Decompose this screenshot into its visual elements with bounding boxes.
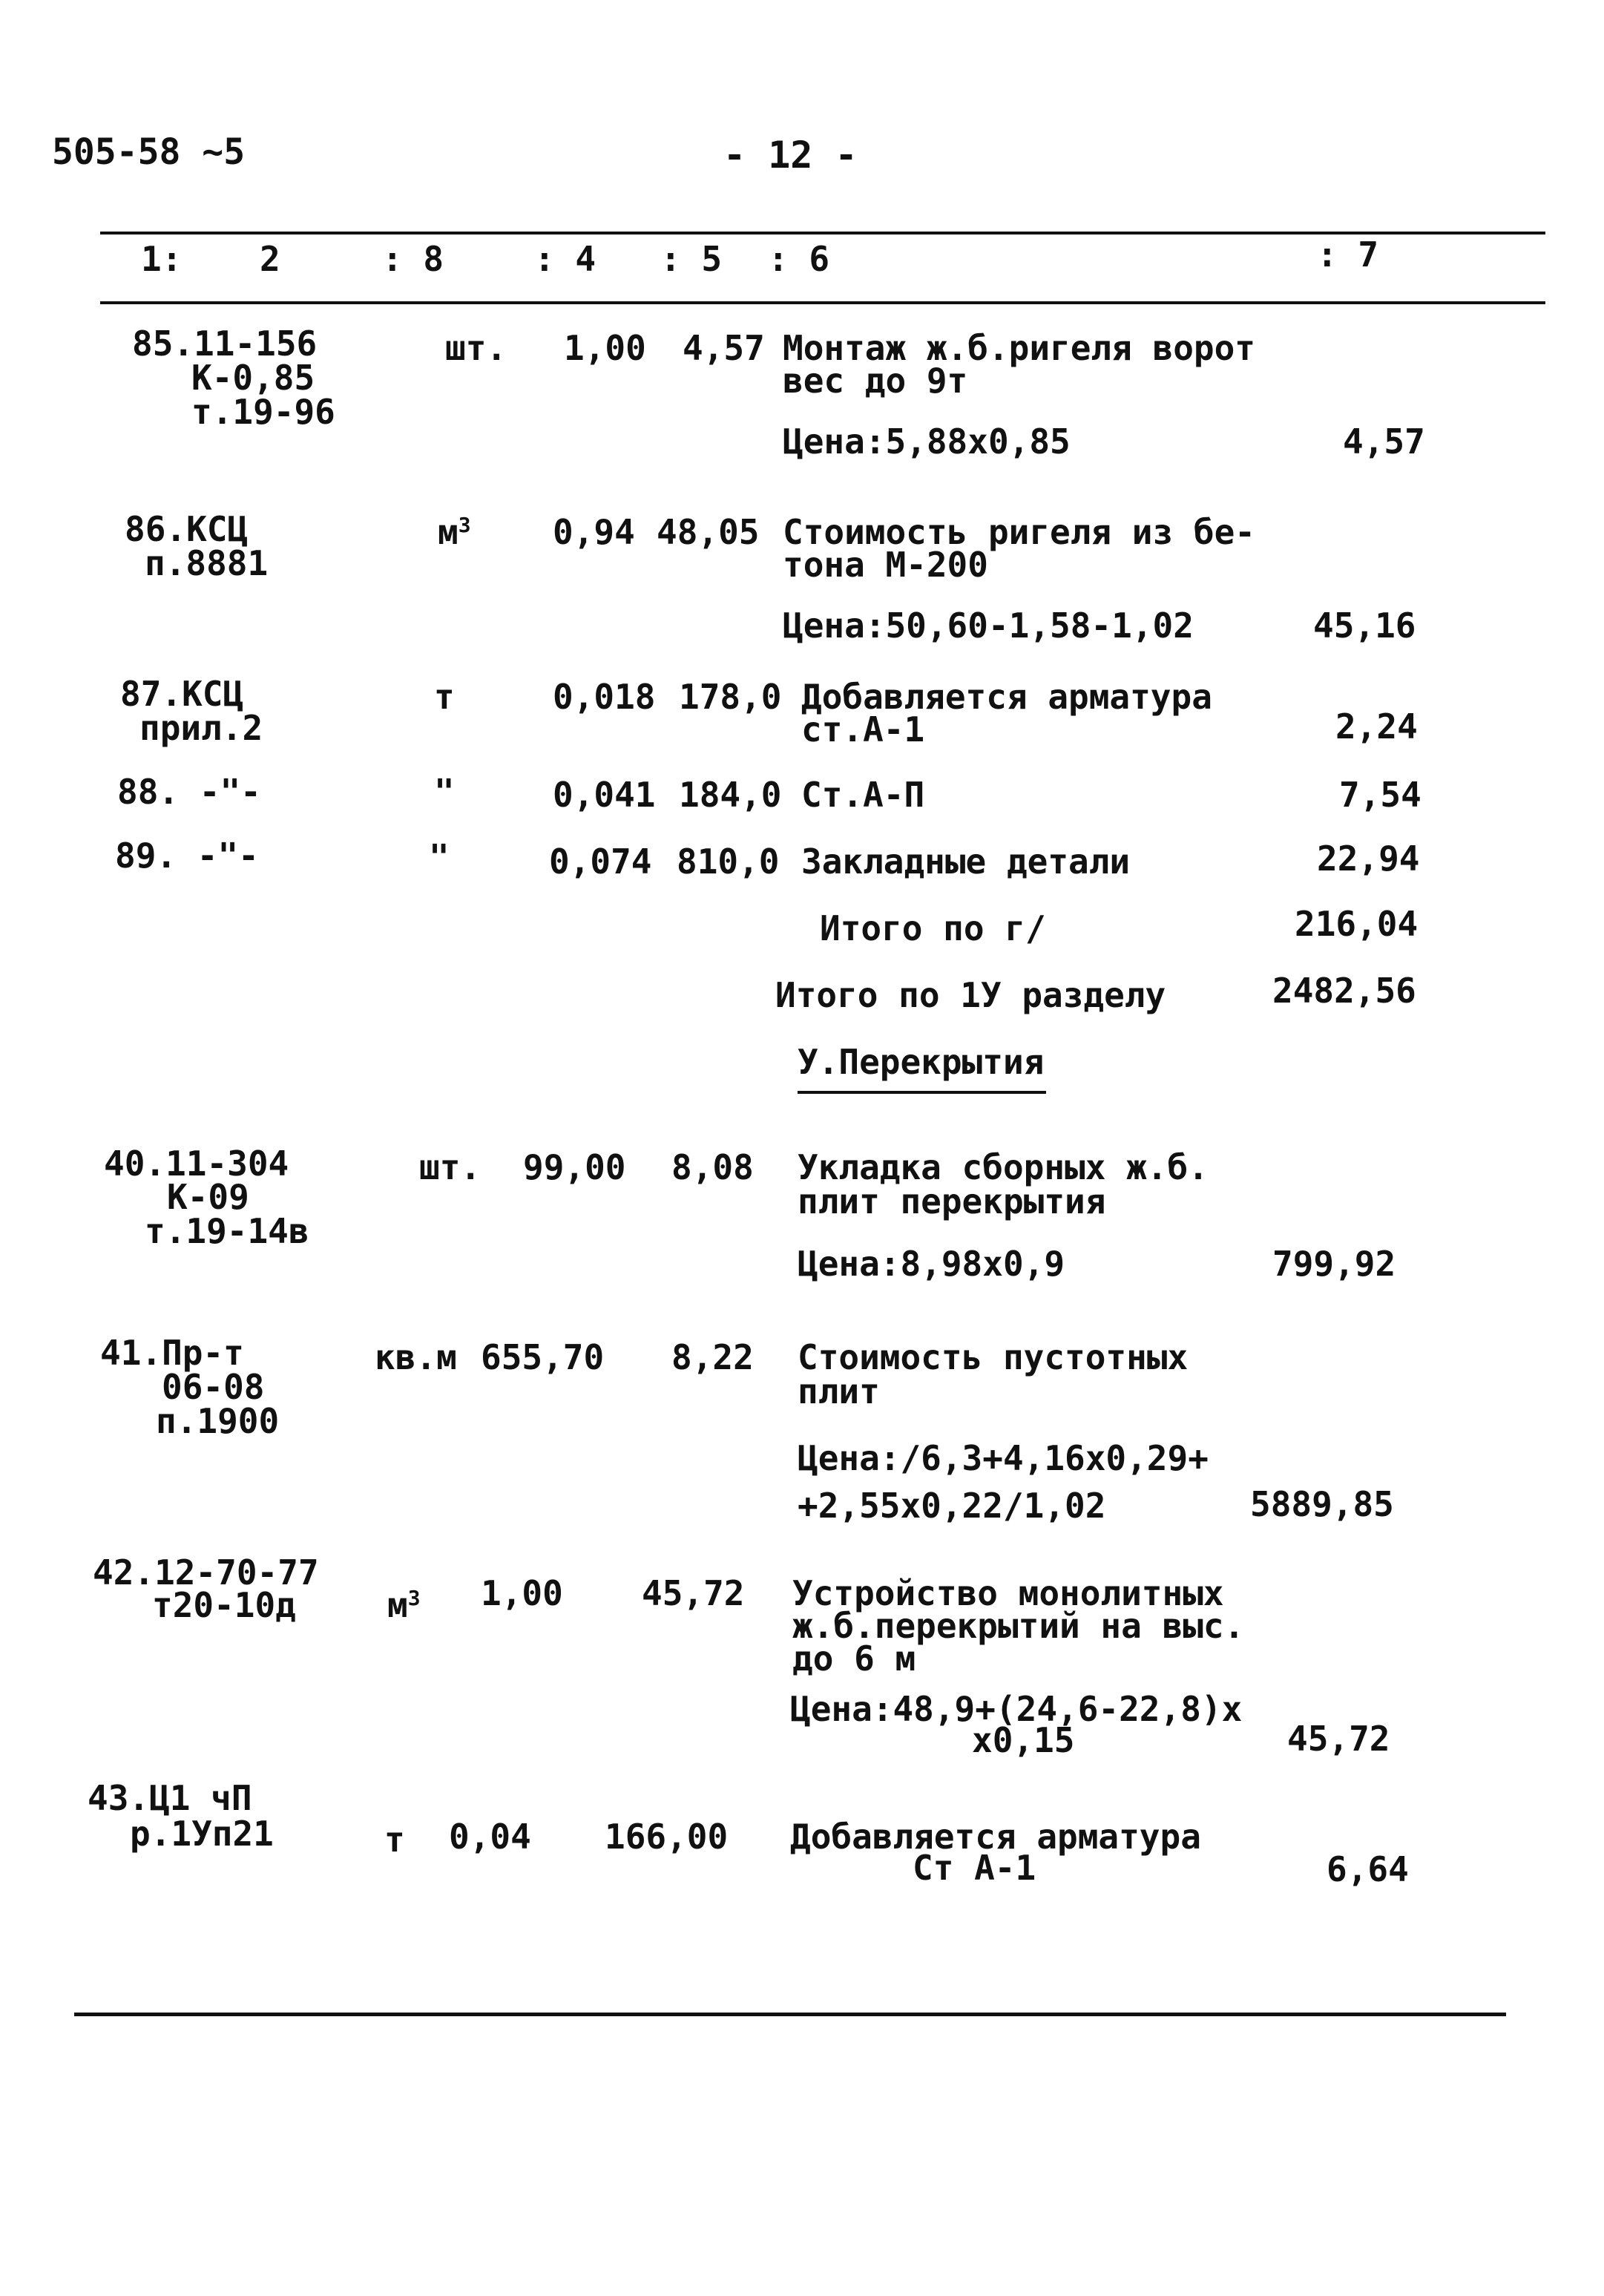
col-header-5: : 5 (660, 239, 723, 279)
row-desc: тона М-200 (783, 545, 988, 585)
row-ref: р.1Уп21 (130, 1814, 274, 1854)
row-desc: Стоимость пустотных (798, 1337, 1189, 1377)
row-desc: ж.б.перекрытий на выс. (792, 1606, 1245, 1646)
row-desc: ст.А-1 (801, 709, 925, 750)
row-ref: п.1900 (156, 1401, 280, 1441)
row-unit: т (384, 1820, 405, 1860)
row-total: 7,54 (1339, 775, 1421, 815)
row-price: 166,00 (605, 1817, 729, 1857)
row-total: 4,57 (1343, 422, 1425, 462)
row-ref: 88. -"- (117, 772, 261, 812)
subtotal-value: 216,04 (1295, 904, 1419, 944)
row-ref: 89. -"- (115, 836, 259, 876)
row-unit: $м^3$ (387, 1585, 421, 1625)
col-header-1: 1: (141, 239, 183, 279)
col-header-4: : 4 (534, 239, 596, 279)
row-qty: 0,04 (449, 1817, 531, 1857)
row-qty: 99,00 (523, 1147, 626, 1187)
row-qty: 0,94 (553, 512, 635, 552)
row-price: 184,0 (679, 775, 782, 815)
row-ref: т20-10д (152, 1585, 296, 1625)
row-ref: 06-08 (162, 1367, 265, 1407)
row-ref: 85.11-156 (132, 324, 318, 364)
row-desc: вес до 9т (783, 361, 968, 401)
row-ref: прил.2 (139, 708, 263, 748)
row-unit: т (434, 677, 455, 717)
col-header-6: : 6 (768, 239, 830, 279)
row-desc: Устройство монолитных (792, 1573, 1224, 1613)
row-unit: $м^3$ (438, 512, 471, 552)
subtotal-label: Итого по г/ (820, 908, 1046, 948)
row-total: 2,24 (1335, 706, 1418, 747)
row-price: 4,57 (683, 328, 765, 368)
row-ref: К-0,85 (191, 358, 315, 398)
col-header-2: 2 (260, 239, 280, 279)
header-bottom-rule (100, 301, 1545, 304)
row-ref: 43.Ц1 чП (88, 1778, 252, 1818)
row-unit: кв.м (375, 1337, 457, 1377)
row-calc: Цена:8,98х0,9 (798, 1244, 1065, 1284)
row-total: 22,94 (1317, 839, 1420, 879)
row-ref: т.19-96 (191, 392, 335, 432)
row-desc: Укладка сборных ж.б. (798, 1147, 1209, 1187)
row-price: 178,0 (679, 677, 782, 717)
row-desc: плит (798, 1371, 880, 1411)
row-qty: 655,70 (481, 1337, 605, 1377)
row-desc: Ст А-1 (913, 1848, 1036, 1888)
row-calc: Цена:48,9+(24,6-22,8)х (790, 1689, 1243, 1729)
row-ref: 40.11-304 (104, 1144, 289, 1184)
col-header-7: : 7 (1317, 234, 1379, 275)
row-price: 8,08 (671, 1147, 754, 1187)
section-title-underline (798, 1091, 1046, 1094)
row-calc: х0,15 (972, 1720, 1075, 1760)
row-total: 799,92 (1272, 1244, 1396, 1284)
row-total: 6,64 (1327, 1849, 1409, 1889)
row-desc: Добавляется арматура (790, 1817, 1201, 1857)
row-calc: Цена:/6,3+4,16х0,29+ (798, 1438, 1209, 1478)
row-calc: +2,55х0,22/1,02 (798, 1486, 1106, 1526)
row-total: 5889,85 (1250, 1484, 1394, 1524)
row-qty: 1,00 (564, 328, 646, 368)
row-ref: 42.12-70-77 (93, 1552, 319, 1593)
row-unit: шт. (445, 328, 507, 368)
row-unit: " (429, 837, 450, 877)
row-desc: Добавляется арматура (801, 677, 1212, 717)
row-calc: Цена:50,60-1,58-1,02 (783, 606, 1194, 646)
subtotal-label: Итого по 1У разделу (775, 975, 1166, 1015)
section-title: У.Перекрытия (798, 1042, 1045, 1082)
row-calc: Цена:5,88х0,85 (783, 422, 1071, 462)
row-desc: Ст.А-П (801, 775, 925, 815)
row-ref: 87.КСЦ (120, 674, 244, 714)
page-number: - 12 - (723, 134, 858, 177)
row-desc: Монтаж ж.б.ригеля ворот (783, 328, 1255, 368)
row-ref: 41.Пр-т (100, 1333, 244, 1373)
row-qty: 0,074 (549, 842, 652, 882)
subtotal-value: 2482,56 (1272, 971, 1416, 1011)
footer-rule (74, 2013, 1506, 2016)
row-desc: плит перекрытия (798, 1181, 1106, 1221)
row-ref: т.19-14в (145, 1211, 309, 1251)
row-desc: Стоимость ригеля из бе- (783, 512, 1255, 552)
row-ref: п.8881 (145, 543, 269, 583)
row-total: 45,72 (1287, 1719, 1390, 1759)
row-price: 8,22 (671, 1337, 754, 1377)
row-qty: 0,018 (553, 677, 656, 717)
row-desc: Закладные детали (801, 842, 1131, 882)
row-unit: " (434, 772, 455, 812)
row-desc: до 6 м (792, 1639, 916, 1679)
row-unit: шт. (419, 1147, 481, 1187)
row-price: 45,72 (642, 1573, 745, 1613)
row-qty: 0,041 (553, 775, 656, 815)
row-ref: 86.КСЦ (125, 509, 249, 549)
row-ref: К-09 (167, 1177, 249, 1217)
row-qty: 1,00 (481, 1573, 563, 1613)
document-code: 505-58 ~5 (52, 131, 246, 173)
col-header-3: : 8 (382, 239, 444, 279)
row-total: 45,16 (1313, 606, 1416, 646)
row-price: 810,0 (677, 842, 780, 882)
row-price: 48,05 (657, 512, 760, 552)
